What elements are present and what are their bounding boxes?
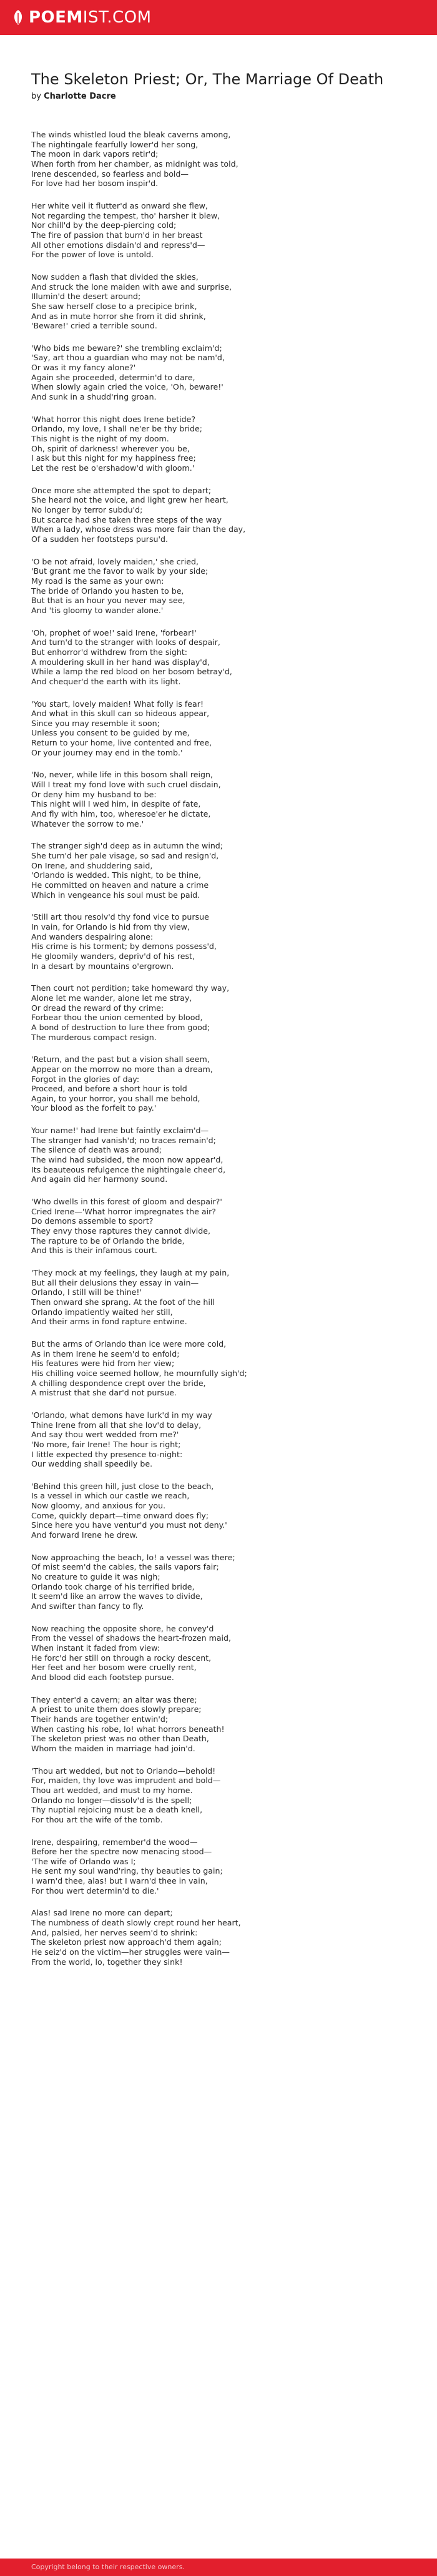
poem-line: 'The wife of Orlando was I; <box>31 1856 136 1866</box>
poem-line: 'Who dwells in this forest of gloom and despair?' <box>31 1197 222 1207</box>
poem-line: Will I treat my fond love with such cruel disdain, <box>31 780 221 790</box>
poem-line: For the power of love is untold. <box>31 250 154 260</box>
poem-line: And turn'd to the stranger with looks of despair, <box>31 637 220 647</box>
poem-line: His crime is his torment; by demons possess'd, <box>31 941 217 951</box>
poem-line: Irene, despairing, remember'd the wood— <box>31 1837 198 1847</box>
poem-line: Which in vengeance his soul must be paid. <box>31 890 200 900</box>
poem-line: The winds whistled loud the bleak caverns among, <box>31 130 231 139</box>
poem-line: Alas! sad Irene no more can depart; <box>31 1908 173 1918</box>
poem-line: All other emotions disdain'd and repress'd— <box>31 240 205 250</box>
poem-line: Your blood as the forfeit to pay.' <box>31 1103 157 1113</box>
poem-line: Whom the maiden in marriage had join'd. <box>31 1743 195 1753</box>
poem-line: Return to your home, live contented and free, <box>31 738 212 748</box>
poem-line: Orlando, my love, I shall ne'er be thy bride; <box>31 424 203 434</box>
poem-title: The Skeleton Priest; Or, The Marriage Of Death <box>31 71 384 88</box>
poem-line: 'Still art thou resolv'd thy fond vice to pursue <box>31 912 209 922</box>
poem-line: While a lamp the red blood on her bosom betray'd, <box>31 667 232 677</box>
poem-line: On Irene, and shuddering said, <box>31 860 153 870</box>
quill-icon <box>11 9 25 26</box>
stanza <box>31 983 406 1042</box>
poem-line: And wanders despairing alone: <box>31 932 154 941</box>
poem-line: 'No, never, while life in this bosom shall reign, <box>31 770 214 780</box>
poem-line: Thou art wedded, and must to my home. <box>31 1785 193 1795</box>
poem-line: For thou wert determin'd to die.' <box>31 1885 159 1895</box>
poem-line: Her feet and her bosom were cruelly rent, <box>31 1663 197 1673</box>
poem-line: He forc'd her still on through a rocky descent, <box>31 1653 212 1663</box>
poem-line: And forward Irene he drew. <box>31 1530 138 1540</box>
poem-line: And swifter than fancy to fly. <box>31 1601 144 1611</box>
poem-line: 'Orlando, what demons have lurk'd in my way <box>31 1410 212 1420</box>
poem-line: Now sudden a flash that divided the skies, <box>31 272 199 282</box>
poem-line: Unless you consent to be guided by me, <box>31 728 190 738</box>
poem-line: Or deny him my husband to be: <box>31 789 157 799</box>
poem-byline <box>31 91 406 102</box>
poem-line: And their arms in fond rapture entwine. <box>31 1317 187 1327</box>
poem-line: Or was it my fancy alone?' <box>31 363 136 373</box>
poem-line: 'Thou art wedded, but not to Orlando—behold! <box>31 1766 216 1776</box>
stanza <box>31 1908 406 1967</box>
stanza <box>31 557 406 616</box>
poem-line: No creature to guide it was nigh; <box>31 1572 160 1582</box>
poem-line: 'Who bids me beware?' she trembling exclaim'd; <box>31 343 222 353</box>
poem-line: The stranger had vanish'd; no traces remain'd; <box>31 1135 216 1145</box>
stanza <box>31 1553 406 1611</box>
poem-line: And as in mute horror she from it did shrink, <box>31 311 206 321</box>
poem-line: Of mist seem'd the cables, the sails vapors fair; <box>31 1562 219 1572</box>
poem-line: But that is an hour you never may see, <box>31 596 185 606</box>
poem-line: Alone let me wander, alone let me stray, <box>31 993 192 1003</box>
poem-line: But scarce had she taken three steps of the way <box>31 514 222 524</box>
poem-line: 'Oh, prophet of woe!' said Irene, 'forbear!' <box>31 627 197 637</box>
stanza <box>31 912 406 971</box>
poem-line: No longer by terror subdu'd; <box>31 505 143 514</box>
poem-line: He gloomily wanders, depriv'd of his rest, <box>31 951 195 961</box>
poem-body <box>31 130 406 1967</box>
poem-line: The skeleton priest now approach'd them again; <box>31 1937 222 1947</box>
stanza <box>31 343 406 402</box>
poem-line: This night is the night of my doom. <box>31 434 169 444</box>
poem-line: Now gloomy, and anxious for you. <box>31 1501 166 1511</box>
poem-line: My road is the same as your own: <box>31 576 164 586</box>
poem-line: Oh, spirit of darkness! wherever you be, <box>31 443 190 453</box>
poem-line: For love had her bosom inspir'd. <box>31 179 159 189</box>
site-footer <box>0 2559 437 2576</box>
stanza <box>31 1197 406 1256</box>
poem-line: Let the rest be o'ershadow'd with gloom.' <box>31 463 195 473</box>
poem-line: And what in this skull can so hideous appear, <box>31 709 210 719</box>
poem-line: And struck the lone maiden with awe and surprise, <box>31 282 232 292</box>
poem-line: Its beauteous refulgence the nightingale cheer'd, <box>31 1164 226 1174</box>
poem-line: 'Beware!' cried a terrible sound. <box>31 321 157 331</box>
poem-line: Again she proceeded, determin'd to dare, <box>31 372 195 382</box>
stanza <box>31 1766 406 1825</box>
stanza <box>31 1054 406 1113</box>
poem-line: A mistrust that she dar'd not pursue. <box>31 1388 177 1398</box>
poem-line: And say thou wert wedded from me?' <box>31 1430 179 1440</box>
byline-label: by <box>31 92 41 101</box>
poem-line: When a lady, whose dress was more fair than the day, <box>31 524 246 534</box>
poem-line: The stranger sigh'd deep as in autumn the wind; <box>31 841 223 851</box>
poem-line: And again did her harmony sound. <box>31 1174 168 1184</box>
poem-line: 'Return, and the past but a vision shall seem, <box>31 1054 210 1064</box>
poem-line: Again, to your horror, you shall me behold, <box>31 1093 200 1103</box>
poem-line: The nightingale fearfully lower'd her song, <box>31 139 199 149</box>
poem-line: In vain, for Orlando is hid from thy view, <box>31 922 190 932</box>
poem-line: Her white veil it flutter'd as onward she flew, <box>31 200 208 210</box>
poem-line: When instant it faded from view: <box>31 1643 160 1653</box>
poem-line: But the arms of Orlando than ice were more cold, <box>31 1339 227 1349</box>
poem-line: When forth from her chamber, as midnight was told, <box>31 159 238 169</box>
stanza <box>31 1268 406 1327</box>
poem-line: Now approaching the beach, lo! a vessel was there; <box>31 1552 235 1562</box>
poem-line: 'What horror this night does Irene betide? <box>31 414 196 424</box>
poem-line: Then court not perdition; take homeward thy way, <box>31 983 230 993</box>
stanza <box>31 130 406 189</box>
poem-line: The fire of passion that burn'd in her breast <box>31 230 203 240</box>
poem-line: Now reaching the opposite shore, he convey'd <box>31 1623 214 1633</box>
site-logo[interactable] <box>11 6 152 29</box>
poem-line: Orlando no longer—dissolv'd is the spell; <box>31 1795 192 1805</box>
poem-line: Or dread the reward of thy crime: <box>31 1003 164 1013</box>
poem-line: Your name!' had Irene but faintly exclaim'd— <box>31 1126 209 1136</box>
poem-line: Before her the spectre now menacing stood— <box>31 1847 212 1857</box>
poem-line: Since here you have ventur'd you must not deny.' <box>31 1520 227 1530</box>
poem-line: But all their delusions they essay in vain— <box>31 1277 199 1287</box>
poem-line: A mouldering skull in her hand was display'd, <box>31 657 210 667</box>
poem-line: Of a sudden her footsteps pursu'd. <box>31 534 168 544</box>
poem-line: Orlando took charge of his terrified bride, <box>31 1581 195 1591</box>
poem-line: They envy those raptures they cannot divide, <box>31 1226 211 1236</box>
poem-line: They enter'd a cavern; an altar was there; <box>31 1694 197 1704</box>
poem-line: His chilling voice seemed hollow, he mournfully sigh'd; <box>31 1368 247 1378</box>
stanza <box>31 628 406 687</box>
poem-line: She heard not the voice, and light grew her heart, <box>31 495 228 505</box>
stanza <box>31 272 406 331</box>
poem-line: He sent my soul wand'ring, thy beauties to gain; <box>31 1866 223 1876</box>
poem-line: Proceed, and before a short hour is told <box>31 1084 187 1094</box>
poem-line: I ask but this night for my happiness free; <box>31 453 196 463</box>
poem-line: Since you may resemble it soon; <box>31 718 160 728</box>
poem-line: And, palsied, her nerves seem'd to shrink: <box>31 1927 198 1937</box>
poem-line: The skeleton priest was no other than Death, <box>31 1734 209 1744</box>
poem-line: I little expected thy presence to-night: <box>31 1449 183 1459</box>
poem-line: When casting his robe, lo! what horrors beneath! <box>31 1724 225 1734</box>
poem-line: 'They mock at my feelings, they laugh at my pain, <box>31 1268 230 1277</box>
poem-line: And chequer'd the earth with its light. <box>31 676 181 686</box>
stanza <box>31 770 406 828</box>
poem-line: This night will I wed him, in despite of fate, <box>31 799 201 809</box>
poem-line: And sunk in a shudd'ring groan. <box>31 392 157 402</box>
poem-line: He seiz'd on the victim—her struggles were vain— <box>31 1947 230 1957</box>
poem-line: He committed on heaven and nature a crime <box>31 880 209 890</box>
poem-line: Or your journey may end in the tomb.' <box>31 747 183 757</box>
footer-copyright: Copyright belong to their respective owners. <box>31 2563 185 2571</box>
logo-text: POEMIST.COM <box>29 8 152 27</box>
poem-line: The rapture to be of Orlando the bride, <box>31 1236 185 1246</box>
poem-line: Thine Irene from all that she lov'd to delay, <box>31 1420 202 1430</box>
poem-line: Our wedding shall speedily be. <box>31 1459 153 1469</box>
poem-line: And this is their infamous court. <box>31 1246 157 1256</box>
stanza <box>31 841 406 900</box>
poem-line: For thou art the wife of the tomb. <box>31 1814 163 1824</box>
poem-line: Then onward she sprang. At the foot of the hill <box>31 1297 215 1307</box>
stanza <box>31 486 406 544</box>
poem-line: Come, quickly depart—time onward does fly; <box>31 1510 209 1520</box>
poem-line: Irene descended, so fearless and bold— <box>31 169 189 179</box>
poem-line: 'You start, lovely maiden! What folly is fear! <box>31 699 204 709</box>
poem-line: Orlando impatiently waited her still, <box>31 1307 173 1317</box>
poem-line: From the vessel of shadows the heart-frozen maid, <box>31 1633 232 1643</box>
poem-line: A chilling despondence crept over the bride, <box>31 1378 206 1388</box>
poem-line: 'Say, art thou a guardian who may not be nam'd, <box>31 353 225 363</box>
poem-line: In a desart by mountains o'ergrown. <box>31 961 174 971</box>
poem-line: 'Behind this green hill, just close to the beach, <box>31 1481 214 1491</box>
stanza <box>31 1339 406 1398</box>
stanza <box>31 1410 406 1469</box>
poem-line: The numbness of death slowly crept round her heart, <box>31 1918 241 1928</box>
poem-line: A bond of destruction to lure thee from good; <box>31 1022 210 1032</box>
poem-line: From the world, lo, together they sink! <box>31 1957 183 1967</box>
stanza <box>31 1126 406 1184</box>
poem-line: Do demons assemble to sport? <box>31 1216 154 1226</box>
poem-line: Appear on the morrow no more than a dream, <box>31 1064 213 1074</box>
poem-line: Once more she attempted the spot to depart; <box>31 485 212 495</box>
stanza <box>31 1695 406 1754</box>
stanza <box>31 415 406 473</box>
poem-line: I warn'd thee, alas! but I warn'd thee in vain, <box>31 1876 208 1886</box>
poem-line: Forgot in the glories of day: <box>31 1074 140 1084</box>
stanza <box>31 1482 406 1540</box>
poem-line: But enhorror'd withdrew from the sight: <box>31 647 188 657</box>
poem-line: The moon in dark vapors retir'd; <box>31 149 159 159</box>
stanza <box>31 699 406 758</box>
poem-line: The wind had subsided, the moon now appear'd, <box>31 1155 223 1165</box>
poem-line: And fly with him, too, wheresoe'er he dictate, <box>31 809 211 819</box>
stanza <box>31 201 406 260</box>
poem-line: As in them Irene he seem'd to enfold; <box>31 1349 180 1359</box>
poem-line: The silence of death was around; <box>31 1145 162 1155</box>
poem-line: She saw herself close to a precipice brink, <box>31 301 197 311</box>
poem-line: Whatever the sorrow to me.' <box>31 819 144 828</box>
poem-author-link[interactable]: Charlotte Dacre <box>44 92 116 101</box>
poem-line: Their hands are together entwin'd; <box>31 1714 169 1724</box>
poem-line: His features were hid from her view; <box>31 1359 175 1369</box>
poem-line: A priest to unite them does slowly prepare; <box>31 1704 202 1714</box>
poem-line: The bride of Orlando you hasten to be, <box>31 586 184 596</box>
poem-line: Thy nuptial rejoicing must be a death knell, <box>31 1805 203 1815</box>
poem-line: 'But grant me the favor to walk by your side; <box>31 566 209 576</box>
poem-line: 'No more, fair Irene! The hour is right; <box>31 1439 181 1449</box>
poem-line: Cried Irene—'What horror impregnates the air? <box>31 1206 216 1216</box>
poem-content <box>31 70 406 1979</box>
poem-line: When slowly again cried the voice, 'Oh, beware!' <box>31 382 223 392</box>
poem-line: Orlando, I still will be thine!' <box>31 1287 142 1297</box>
poem-line: Is a vessel in which our castle we reach, <box>31 1491 190 1501</box>
poem-line: She turn'd her pale visage, so sad and resign'd, <box>31 851 219 861</box>
stanza <box>31 1624 406 1683</box>
poem-line: Forbear thou the union cemented by blood, <box>31 1013 203 1023</box>
poem-line: Nor chill'd by the deep-piercing cold; <box>31 220 177 230</box>
poem-line: 'Orlando is wedded. This night, to be thine, <box>31 870 201 880</box>
stanza <box>31 1837 406 1896</box>
poem-line: Not regarding the tempest, tho' harsher it blew, <box>31 210 220 220</box>
poem-line: The murderous compact resign. <box>31 1032 157 1042</box>
poem-line: It seem'd like an arrow the waves to divide, <box>31 1591 203 1601</box>
poem-line: Illumin'd the desert around; <box>31 292 141 302</box>
poem-line: For, maiden, thy love was imprudent and bold— <box>31 1776 221 1786</box>
poem-line: And 'tis gloomy to wander alone.' <box>31 605 164 615</box>
site-header <box>0 0 437 35</box>
poem-line: 'O be not afraid, lovely maiden,' she cried, <box>31 556 199 566</box>
poem-line: And blood did each footstep pursue. <box>31 1672 174 1682</box>
